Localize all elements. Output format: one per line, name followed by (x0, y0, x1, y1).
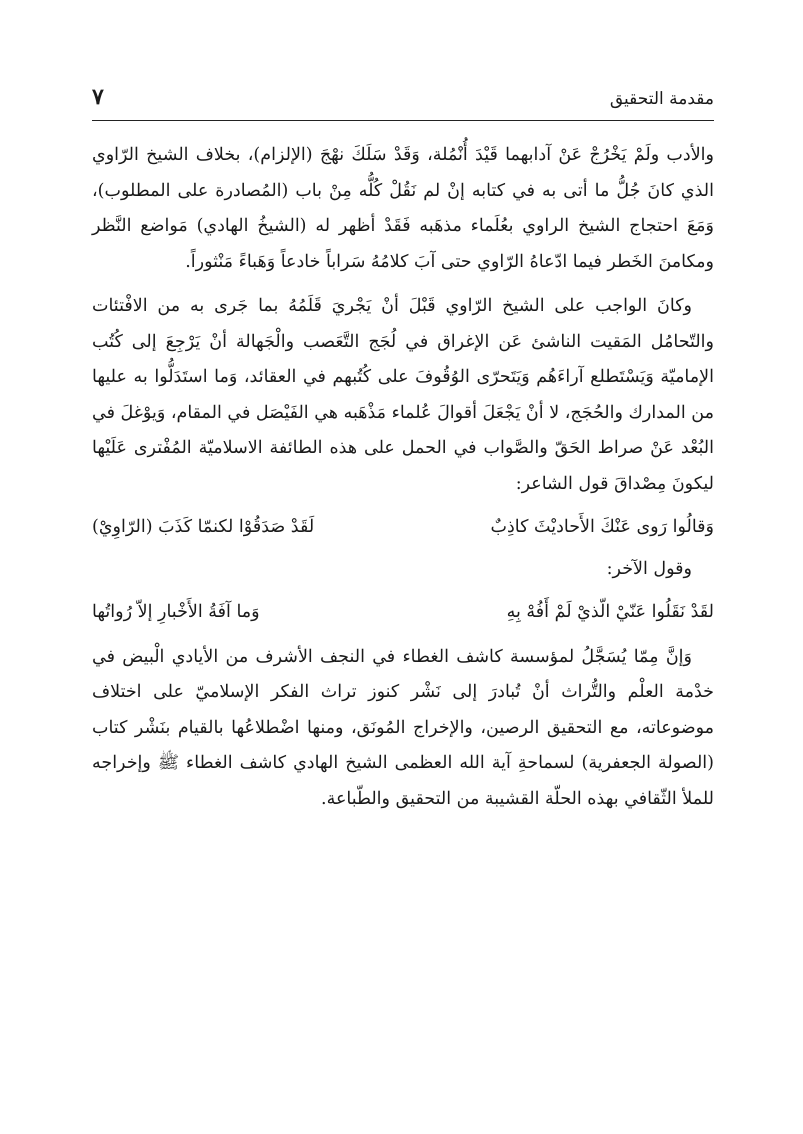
paragraph-3: وَإنَّ مِمّا يُسَجَّلُ لمؤسسة كاشف الغطاء في النجف الأشرف من الأيادي الْبيض في خدْمة العلْم والتُّراث أنْ تُبادرَ إلى نَشْر كنوز تراث الفكر الإسلاميّ على اختلاف موضوعاته، مع التحقيق الرصين، والإخراج المُونَق، ومنها اضْطلاعُها بالقيام بنَشْر كتاب (الصولة الجعفرية) لسماحةِ آية الله العظمى الشيخ الهادي كاشف الغطاء ﷺ وإخراجه للملأ الثّقافي بهذه الحلّة القشيبة من التحقيق والطّباعة. (92, 646, 714, 809)
verse-2-intro: وقول الآخر: (606, 558, 692, 579)
verse-2-second-hemistich: وَما آفَةُ الأَخْبارِ إلاّ رُواتُها (92, 602, 260, 622)
paragraph-1: والأدب ولَمْ يَخْرُجْ عَنْ آدابهما قَيْدَ أُنْمُلة، وَقَدْ سَلَكَ نهْجَ (الإلزام)، بخلاف الشيخ الرّاوي الذي كانَ جُلُّ ما أتى به في كتابه إنْ لم نَقُلْ كُلُّه مِنْ باب (المُصادرة على المطلوب)، وَمَعَ احتجاج الشيخ الراوي بعُلَماء مذهَبه فَقَدْ أظهر له (الشيخُ الهادي) مَواضع النَّظر ومكامنَ الخَطر فيما ادّعاهُ الرّاوي حتى آبَ كلامُهُ سَراباً خادعاً وَهَباءً مَنْثوراً. (92, 145, 714, 272)
running-header-title: مقدمة التحقيق (609, 89, 714, 109)
verse-1-first-hemistich: وَقالُوا رَوى عَنْكَ الأَحاديْثَ كاذِبٌ (490, 517, 714, 537)
paragraph-2: وكانَ الواجب على الشيخ الرّاوي قَبْلَ أنْ يَجْريَ قَلَمُهُ بما جَرى به من الافْتئات والتّحامُل المَقيت الناشئ عَن الإغراق في لُجَج التَّعَصب والْجَهالة أنْ يَرْجِعَ إلى كُتُب الإماميّة وَيَسْتَطلع آراءَهُم وَيَتَحرّى الوُقُوفَ على كُتُبهم في العقائد، وَما استَدَلُّوا به عليها من المدارك والحُجَج، لا أنْ يَجْعَلَ أقوالَ عُلماء مَذْهَبه هي الفَيْصَل في المقام، وَيوْغلَ في البُعْد عَنْ صراط الحَقّ والصَّواب في الحمل على هذه الطائفة الاسلاميّة المُفْترى عَلَيْها ليكونَ مِصْداقَ قول الشاعر: (92, 296, 714, 494)
poem-verse-2 (92, 595, 714, 631)
verse-2-first-hemistich: لقَدْ نَقَلُوا عَنّيْ الّذيْ لَمْ أَفُهْ بِهِ (506, 602, 714, 622)
page-body (92, 138, 714, 817)
running-header (92, 84, 714, 114)
verse-1-second-hemistich: لَقَدْ صَدَقُوْا لكنمّا كَذَبَ (الرّاوِيْ) (92, 517, 315, 537)
header-divider (92, 120, 714, 121)
poem-verse-1 (92, 510, 714, 546)
page-number: ٧ (92, 84, 104, 110)
